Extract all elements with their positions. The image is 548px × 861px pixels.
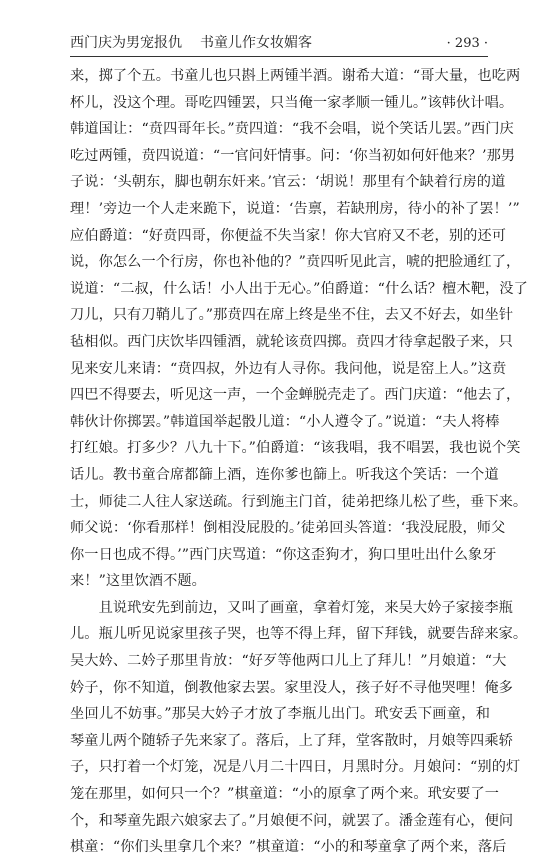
text-line: 刀儿，只有刀鞘儿了。”那贲四在席上终是坐不住，去又不好去，如坐针	[70, 307, 514, 324]
text-line: 韩道国让：“贲四哥年长。”贲四道：“我不会唱，说个笑话儿罢。”西门庆	[70, 121, 514, 138]
header-right-title: 书童儿作女妆媚客	[200, 35, 312, 51]
paragraph-1	[70, 63, 528, 595]
text-line: 棋童：“你们头里拿几个来？”棋童道：“小的和琴童拿了两个来，落后	[70, 839, 507, 856]
text-line: 来！”这里饮酒不题。	[70, 573, 206, 590]
text-line: 杯儿，没这个理。哥吃四锺罢，只当俺一家孝顺一锺儿。”该韩伙计唱。	[70, 94, 514, 111]
body-text	[70, 63, 528, 861]
running-header	[70, 34, 488, 53]
header-left-title: 西门庆为男宠报仇	[70, 35, 182, 51]
text-line: 坐回儿不妨事。”那吴大妗子才放了李瓶儿出门。玳安丢下画童，和	[70, 706, 490, 723]
text-line: 说道：“二叔，什么话！小人出于无心。”伯爵道：“什么话？檀木靶，没了	[70, 280, 528, 297]
text-line: 话儿。教书童合席都篩上酒，连你爹也篩上。听我这个笑话：一个道	[70, 466, 499, 483]
page-number: · 293 ·	[446, 36, 488, 51]
text-line: 士，师徒二人往人家送疏。行到施主门首，徒弟把绦儿松了些，垂下来。	[70, 493, 528, 510]
text-line: 吃过两锺，贲四说道：“一官问奸情事。问：‘你当初如何奸他来？’那男	[70, 147, 516, 164]
text-line: 子，只打着一个灯笼，况是八月二十四日，月黑时分。月娘问：“别的灯	[70, 759, 521, 776]
text-line: 琴童儿两个随轿子先来家了。落后，上了拜，堂客散时，月娘等四乘轿	[70, 732, 513, 749]
header-titles	[70, 34, 312, 52]
text-line: 且说玳安先到前边，又叫了画童，拿着灯笼，来吴大妗子家接李瓶	[70, 599, 513, 616]
text-line: 来，掷了个五。书童儿也只斟上两锺半酒。谢希大道：“哥大量，也吃两	[70, 68, 521, 84]
text-line: 应伯爵道：“好贲四哥，你便益不失当家！你大官府又不老，别的还可	[70, 227, 506, 244]
text-line: 笼在那里，如何只一个？”棋童道：“小的原拿了两个来。玳安要了一	[70, 786, 500, 803]
text-line: 毡相似。西门庆饮毕四锺酒，就轮该贲四掷。贲四才待拿起骰子来，只	[70, 333, 513, 350]
text-line: 理！’旁边一个人走来跪下，说道：‘告禀，若缺刑房，待小的补了罢！’”	[70, 200, 520, 217]
text-line: 师父说：‘你看那样！倒相没屁股的。’徒弟回头答道：‘我没屁股，师父	[70, 520, 506, 537]
text-line: 见来安儿来请：“贲四叔，外边有人寻你。我问他，说是窑上人。”这贲	[70, 360, 507, 377]
text-line: 你一日也成不得。’”西门庆骂道：“你这歪狗才，狗口里吐出什么象牙	[70, 546, 497, 563]
text-line: 韩伙计你掷罢。”韩道国举起骰儿道：“小人遵令了。”说道：“夫人将棒	[70, 413, 500, 430]
text-line: 儿。瓶儿听见说家里孩子哭，也等不得上拜，留下拜钱，就要告辞来家。	[70, 626, 528, 643]
text-line: 妗子，你不知道，倒教他家去罢。家里没人，孩子好不寻他哭哩！俺多	[70, 679, 513, 696]
paragraph-2	[70, 595, 528, 861]
header-rule	[70, 56, 488, 57]
text-line: 说，你怎么一个行房，你也补他的？”贲四听见此言，唬的把脸通红了，	[70, 254, 521, 271]
text-line: 四巴不得要去，听见这一声，一个金蝉脱壳走了。西门庆道：“他去了，	[70, 387, 521, 404]
text-line: 个，和琴童先跟六娘家去了。”月娘便不问，就罢了。潘金莲有心，便问	[70, 812, 514, 829]
text-line: 吴大妗、二妗子那里肯放：“好歹等他两口儿上了拜儿！”月娘道：“大	[70, 653, 507, 670]
text-line: 打红娘。打多少？八九十下。”伯爵道：“该我唱，我不唱罢，我也说个笑	[70, 440, 521, 457]
text-line: 子说：‘头朝东，脚也朝东奸来。’官云：‘胡说！那里有个缺着行房的道	[70, 174, 506, 191]
